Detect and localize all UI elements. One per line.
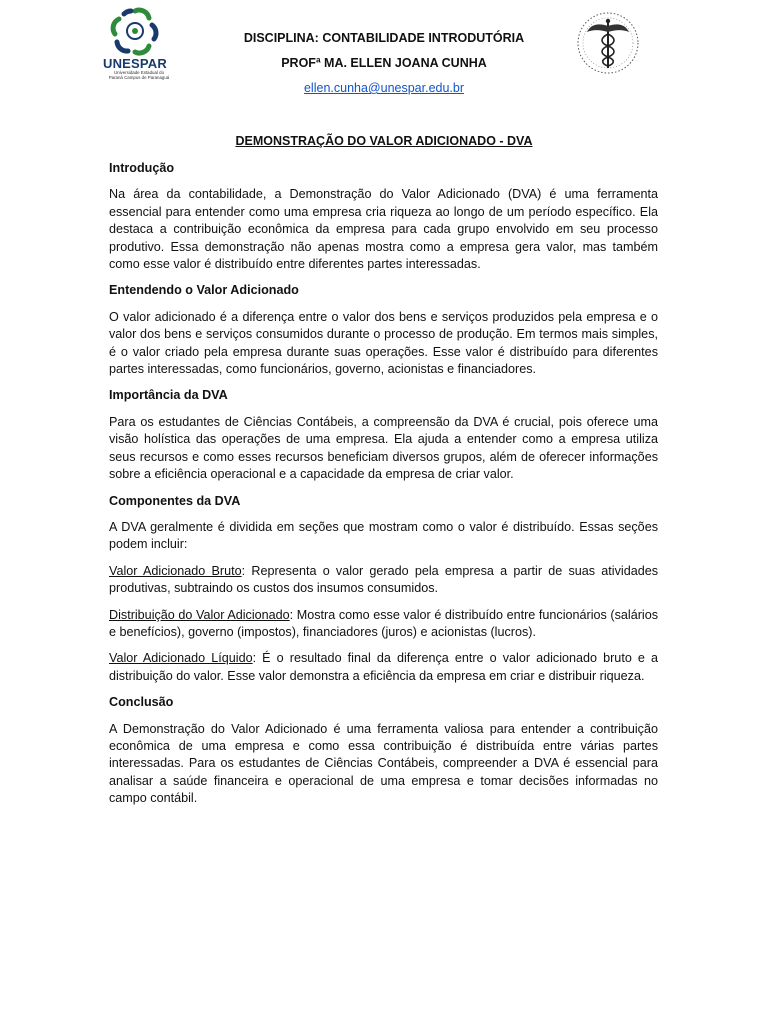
professor-line: PROFª MA. ELLEN JOANA CUNHA: [281, 56, 487, 70]
discipline-line: DISCIPLINA: CONTABILIDADE INTRODUTÓRIA: [243, 31, 525, 45]
paragraph-componentes: A DVA geralmente é dividida em seções que mostram como o valor é distribuído. Essas seções podem incluir:: [109, 519, 658, 552]
component-item: [109, 563, 658, 598]
paragraph-introducao: Na área da contabilidade, a Demonstração do Valor Adicionado (DVA) é uma ferramenta essencial para entender como uma empresa cria riqueza ao longo de um período específico. Ela destaca a contribuição econômica da empresa para cada grupo envolvido em seu processo produtivo. Essa demonstração não apenas mostra como a empresa gera valor, mas também como esse valor é distribuído entre diferentes partes interessadas.: [109, 187, 658, 272]
section-heading-entendendo: Entendendo o Valor Adicionado: [109, 283, 299, 298]
component-description: : Representa o valor gerado pela empresa a partir de suas atividades produtivas, subtraindo os custos dos insumos consumidos.: [109, 563, 659, 596]
email-link[interactable]: ellen.cunha@unespar.edu.br: [303, 81, 465, 95]
component-term: Distribuição do Valor Adicionado: [109, 607, 290, 622]
component-description: : É o resultado final da diferença entre o valor adicionado bruto e a distribuição do valor. Esse valor demonstra a eficiência da empresa em criar e distribuir riqueza.: [109, 651, 659, 683]
component-term: Valor Adicionado Líquido: [109, 651, 253, 666]
logo-subtitle: Universidade Estadual do Paraná Campus de Paranaguá: [108, 70, 170, 80]
section-heading-introducao: Introdução: [109, 161, 175, 175]
paragraph-entendendo: O valor adicionado é a diferença entre o valor dos bens e serviços produzidos pela empresa e o valor dos bens e serviços consumidos durante o processo de produção. Em termos mais simples, é o valor criado pela empresa durante suas operações. Esse valor é distribuído para diferentes partes interessadas, como funcionários, governo, acionistas e financiadores.: [109, 309, 658, 377]
component-item: [109, 650, 658, 685]
component-item: [109, 607, 658, 642]
paragraph-importancia: Para os estudantes de Ciências Contábeis, a compreensão da DVA é crucial, pois oferece uma visão holística das operações de uma empresa. Ela ajuda a entender como a empresa utiliza seus recursos e como esses recursos beneficiam diversos grupos, além de oferecer informações sobre a eficiência operacional e a capacidade da empresa de criar valor.: [109, 414, 658, 482]
component-term: Valor Adicionado Bruto: [109, 563, 242, 578]
paragraph-conclusao: A Demonstração do Valor Adicionado é uma ferramenta valiosa para entender a contribuição econômica de uma empresa e como essa contribuição é distribuída entre várias partes interessadas. Para os estudantes de Ciências Contábeis, compreender a DVA é essencial para analisar a saúde financeira e operacional de uma empresa e tomar decisões informadas no campo contábil.: [109, 721, 658, 806]
document-body: [109, 160, 658, 817]
document-title: DEMONSTRAÇÃO DO VALOR ADICIONADO - DVA: [235, 134, 533, 148]
section-heading-conclusao: Conclusão: [109, 695, 174, 710]
section-heading-componentes: Componentes da DVA: [109, 493, 241, 508]
component-description: : Mostra como esse valor é distribuído entre funcionários (salários e benefícios), governo (impostos), financiadores (juros) e acionistas (lucros).: [109, 607, 658, 639]
logo-name: UNESPAR: [102, 56, 167, 71]
section-heading-importancia: Importância da DVA: [109, 388, 228, 403]
